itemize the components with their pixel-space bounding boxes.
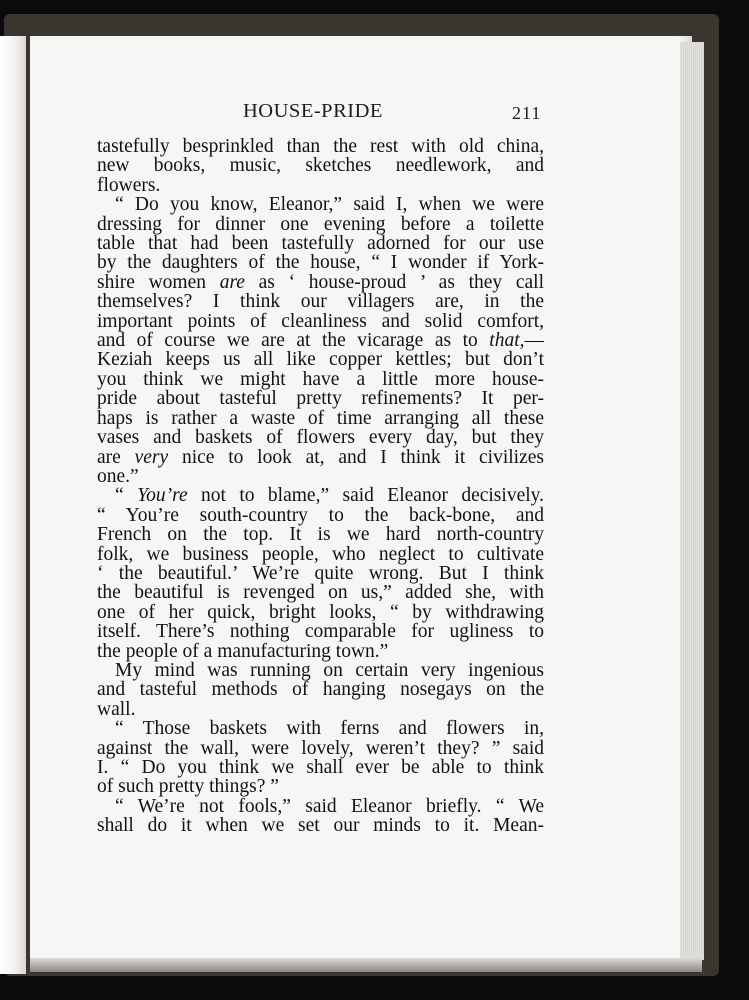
- italic-word: that,: [489, 330, 525, 352]
- text-line: dressing for dinner one evening before a toilette: [97, 213, 544, 235]
- text-line: and tasteful methods of hanging nosegays on the: [97, 679, 544, 701]
- text-line: new books, music, sketches needlework, and: [97, 155, 544, 177]
- text-segment: “: [115, 485, 138, 507]
- text-segment: shire women: [97, 271, 220, 293]
- text-line: “ We’re not fools,” said Eleanor briefly. “ We: [115, 795, 544, 817]
- text-line: the people of a manufacturing town.”: [97, 640, 389, 662]
- body-text: [97, 137, 544, 836]
- text-line: vases and baskets of flowers every day, but they: [97, 427, 544, 449]
- page-bottom-edge: [30, 958, 702, 972]
- running-head: HOUSE-PRIDE: [243, 100, 383, 122]
- text-segment: as ‘ house-proud ’ as they call: [244, 271, 544, 293]
- text-line: one.”: [97, 465, 139, 487]
- text-line: French on the top. It is we hard north-country: [97, 524, 544, 546]
- text-line: “ You’re south-country to the back-bone, and: [97, 504, 544, 526]
- text-line: “ Those baskets with ferns and flowers in,: [115, 718, 544, 740]
- italic-word: very: [134, 446, 169, 468]
- text-line: important points of cleanliness and solid comfort,: [97, 310, 544, 332]
- text-line: by the daughters of the house, “ I wonder if York-: [97, 252, 544, 274]
- facing-page-edge: [0, 36, 26, 974]
- text-line: haps is rather a waste of time arranging all these: [97, 407, 544, 429]
- text-line: table that had been tastefully adorned for our use: [97, 233, 544, 255]
- text-line: Keziah keeps us all like copper kettles; but don’t: [97, 349, 544, 371]
- text-line: one of her quick, bright looks, “ by withdrawing: [97, 601, 544, 623]
- text-line: My mind was running on certain very ingenious: [115, 659, 544, 681]
- text-line: tastefully besprinkled than the rest with old china,: [97, 136, 544, 157]
- text-segment: not to blame,” said Eleanor decisively.: [187, 485, 544, 507]
- text-line: themselves? I think our villagers are, in the: [97, 291, 544, 313]
- text-line: [97, 448, 544, 467]
- text-line: [97, 331, 544, 350]
- text-line: against the wall, were lovely, weren’t they? ” said: [97, 737, 544, 759]
- text-line: flowers.: [97, 174, 161, 196]
- italic-word: are: [219, 271, 245, 293]
- text-line: itself. There’s nothing comparable for ugliness to: [97, 621, 544, 643]
- text-line: of such pretty things? ”: [97, 776, 279, 798]
- text-segment: —: [524, 330, 544, 352]
- text-line: “ Do you know, Eleanor,” said I, when we were: [115, 194, 544, 216]
- text-line: ‘ the beautiful.’ We’re quite wrong. But I think: [97, 562, 544, 584]
- text-line: I. “ Do you think we shall ever be able to think: [97, 757, 544, 778]
- text-line: folk, we business people, who neglect to cultivate: [97, 543, 544, 565]
- text-line: [97, 486, 544, 505]
- text-segment: are: [97, 446, 135, 468]
- page-edges: [680, 42, 704, 960]
- text-line: [97, 273, 544, 292]
- text-line: you think we might have a little more house-: [97, 368, 544, 390]
- text-segment: nice to look at, and I think it civilizes: [168, 446, 544, 468]
- text-segment: and of course we are at the vicarage as to: [97, 330, 490, 352]
- text-line: pride about tasteful pretty refinements? It per-: [97, 388, 544, 410]
- text-line: shall do it when we set our minds to it. Mean-: [97, 815, 544, 837]
- text-line: the beautiful is revenged on us,” added she, with: [97, 582, 544, 604]
- text-line: wall.: [97, 698, 136, 720]
- page-number: 211: [512, 103, 542, 123]
- italic-word: You’re: [137, 485, 188, 507]
